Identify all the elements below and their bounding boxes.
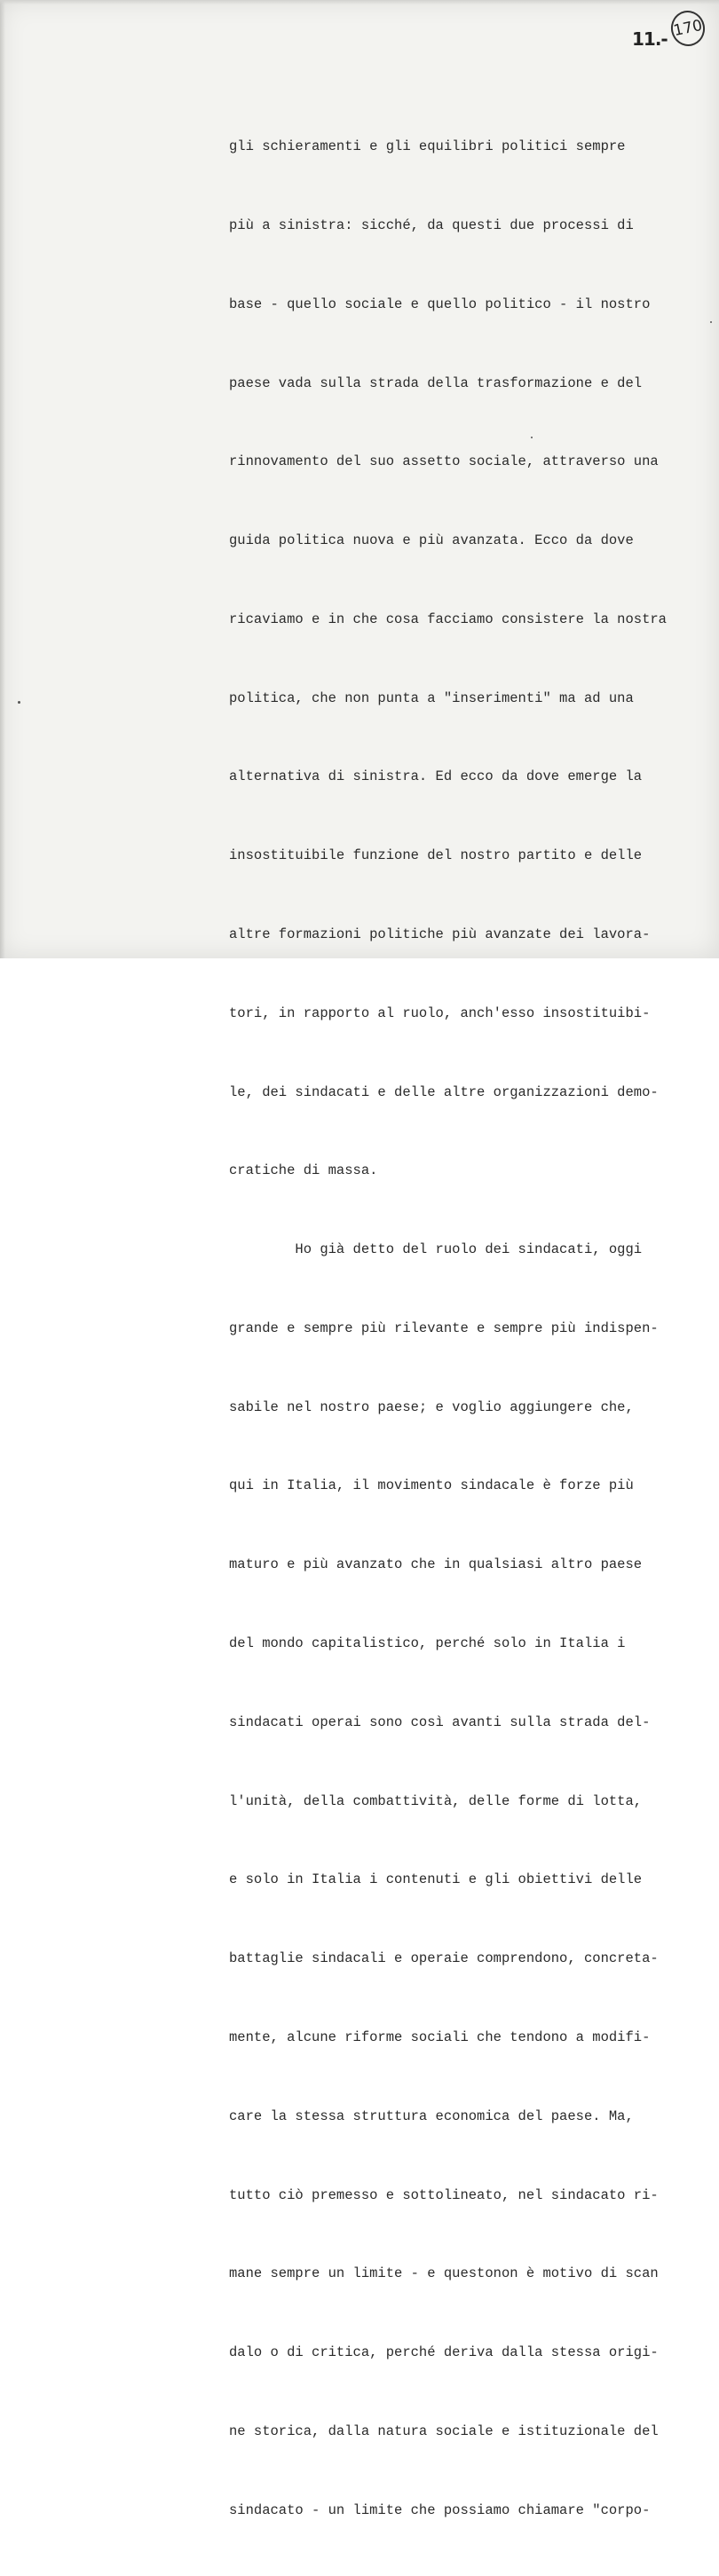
text-line: care la stessa struttura economica del paese. Ma, xyxy=(229,2107,634,2124)
text-line: altre formazioni politiche più avanzate dei lavora- xyxy=(229,926,651,942)
scan-edge-left xyxy=(0,0,5,958)
text-line: base - quello sociale e quello politico - il nostro xyxy=(229,295,651,312)
text-line: mente, alcune riforme sociali che tendono a modifi- xyxy=(229,2029,651,2045)
text-line: ne storica, dalla natura sociale e istituzionale del xyxy=(229,2422,659,2439)
scan-edge-top xyxy=(0,0,719,4)
text-line: del mondo capitalistico, perché solo in Italia i xyxy=(229,1635,626,1652)
text-line: più a sinistra: sicché, da questi due processi di xyxy=(229,217,634,233)
text-line: sindacati operai sono così avanti sulla strada del- xyxy=(229,1713,651,1730)
text-line: guida politica nuova e più avanzata. Ecco da dove xyxy=(229,532,634,549)
text-line: gli schieramenti e gli equilibri politici sempre xyxy=(229,138,626,155)
text-line: sabile nel nostro paese; e voglio aggiungere che, xyxy=(229,1398,634,1415)
text-line: qui in Italia, il movimento sindacale è forze più xyxy=(229,1477,634,1494)
text-line: ricaviamo e in che cosa facciamo consistere la nostra xyxy=(229,611,667,627)
text-line: grande e sempre più rilevante e sempre più indispen- xyxy=(229,1320,659,1336)
body-text xyxy=(229,82,708,2576)
text-line: le, dei sindacati e delle altre organizzazioni demo- xyxy=(229,1083,659,1100)
scan-speck xyxy=(531,437,533,438)
text-line: cratiche di massa. xyxy=(229,1162,378,1179)
text-line: tori, in rapporto al ruolo, anch'esso insostituibi- xyxy=(229,1004,651,1021)
scan-speck xyxy=(710,321,712,323)
text-line: battaglie sindacali e operaie comprendono, concreta- xyxy=(229,1950,659,1967)
text-line: l'unità, della combattività, delle forme di lotta, xyxy=(229,1792,643,1809)
text-line: dalo o di critica, perché deriva dalla stessa origi- xyxy=(229,2344,659,2361)
text-line: tutto ciò premesso e sottolineato, nel sindacato ri- xyxy=(229,2186,659,2203)
text-line: sindacato - un limite che possiamo chiamare "corpo- xyxy=(229,2501,651,2518)
text-line: e solo in Italia i contenuti e gli obiettivi delle xyxy=(229,1871,643,1888)
page-mark: 11.- xyxy=(632,28,668,50)
scan-speck xyxy=(18,701,20,704)
text-line: insostituibile funzione del nostro partito e delle xyxy=(229,847,643,864)
text-line: mane sempre un limite - e questonon è motivo di scan xyxy=(229,2265,659,2282)
text-line: paese vada sulla strada della trasformazione e del xyxy=(229,374,643,391)
circled-page-number: 170 xyxy=(668,7,707,49)
text-line: maturo e più avanzato che in qualsiasi altro paese xyxy=(229,1556,643,1573)
text-line: politica, che non punta a "inserimenti" ma ad una xyxy=(229,689,634,706)
text-line: Ho già detto del ruolo dei sindacati, oggi xyxy=(229,1241,643,1258)
text-line: rinnovamento del suo assetto sociale, attraverso una xyxy=(229,453,659,470)
text-line: alternativa di sinistra. Ed ecco da dove emerge la xyxy=(229,768,643,785)
